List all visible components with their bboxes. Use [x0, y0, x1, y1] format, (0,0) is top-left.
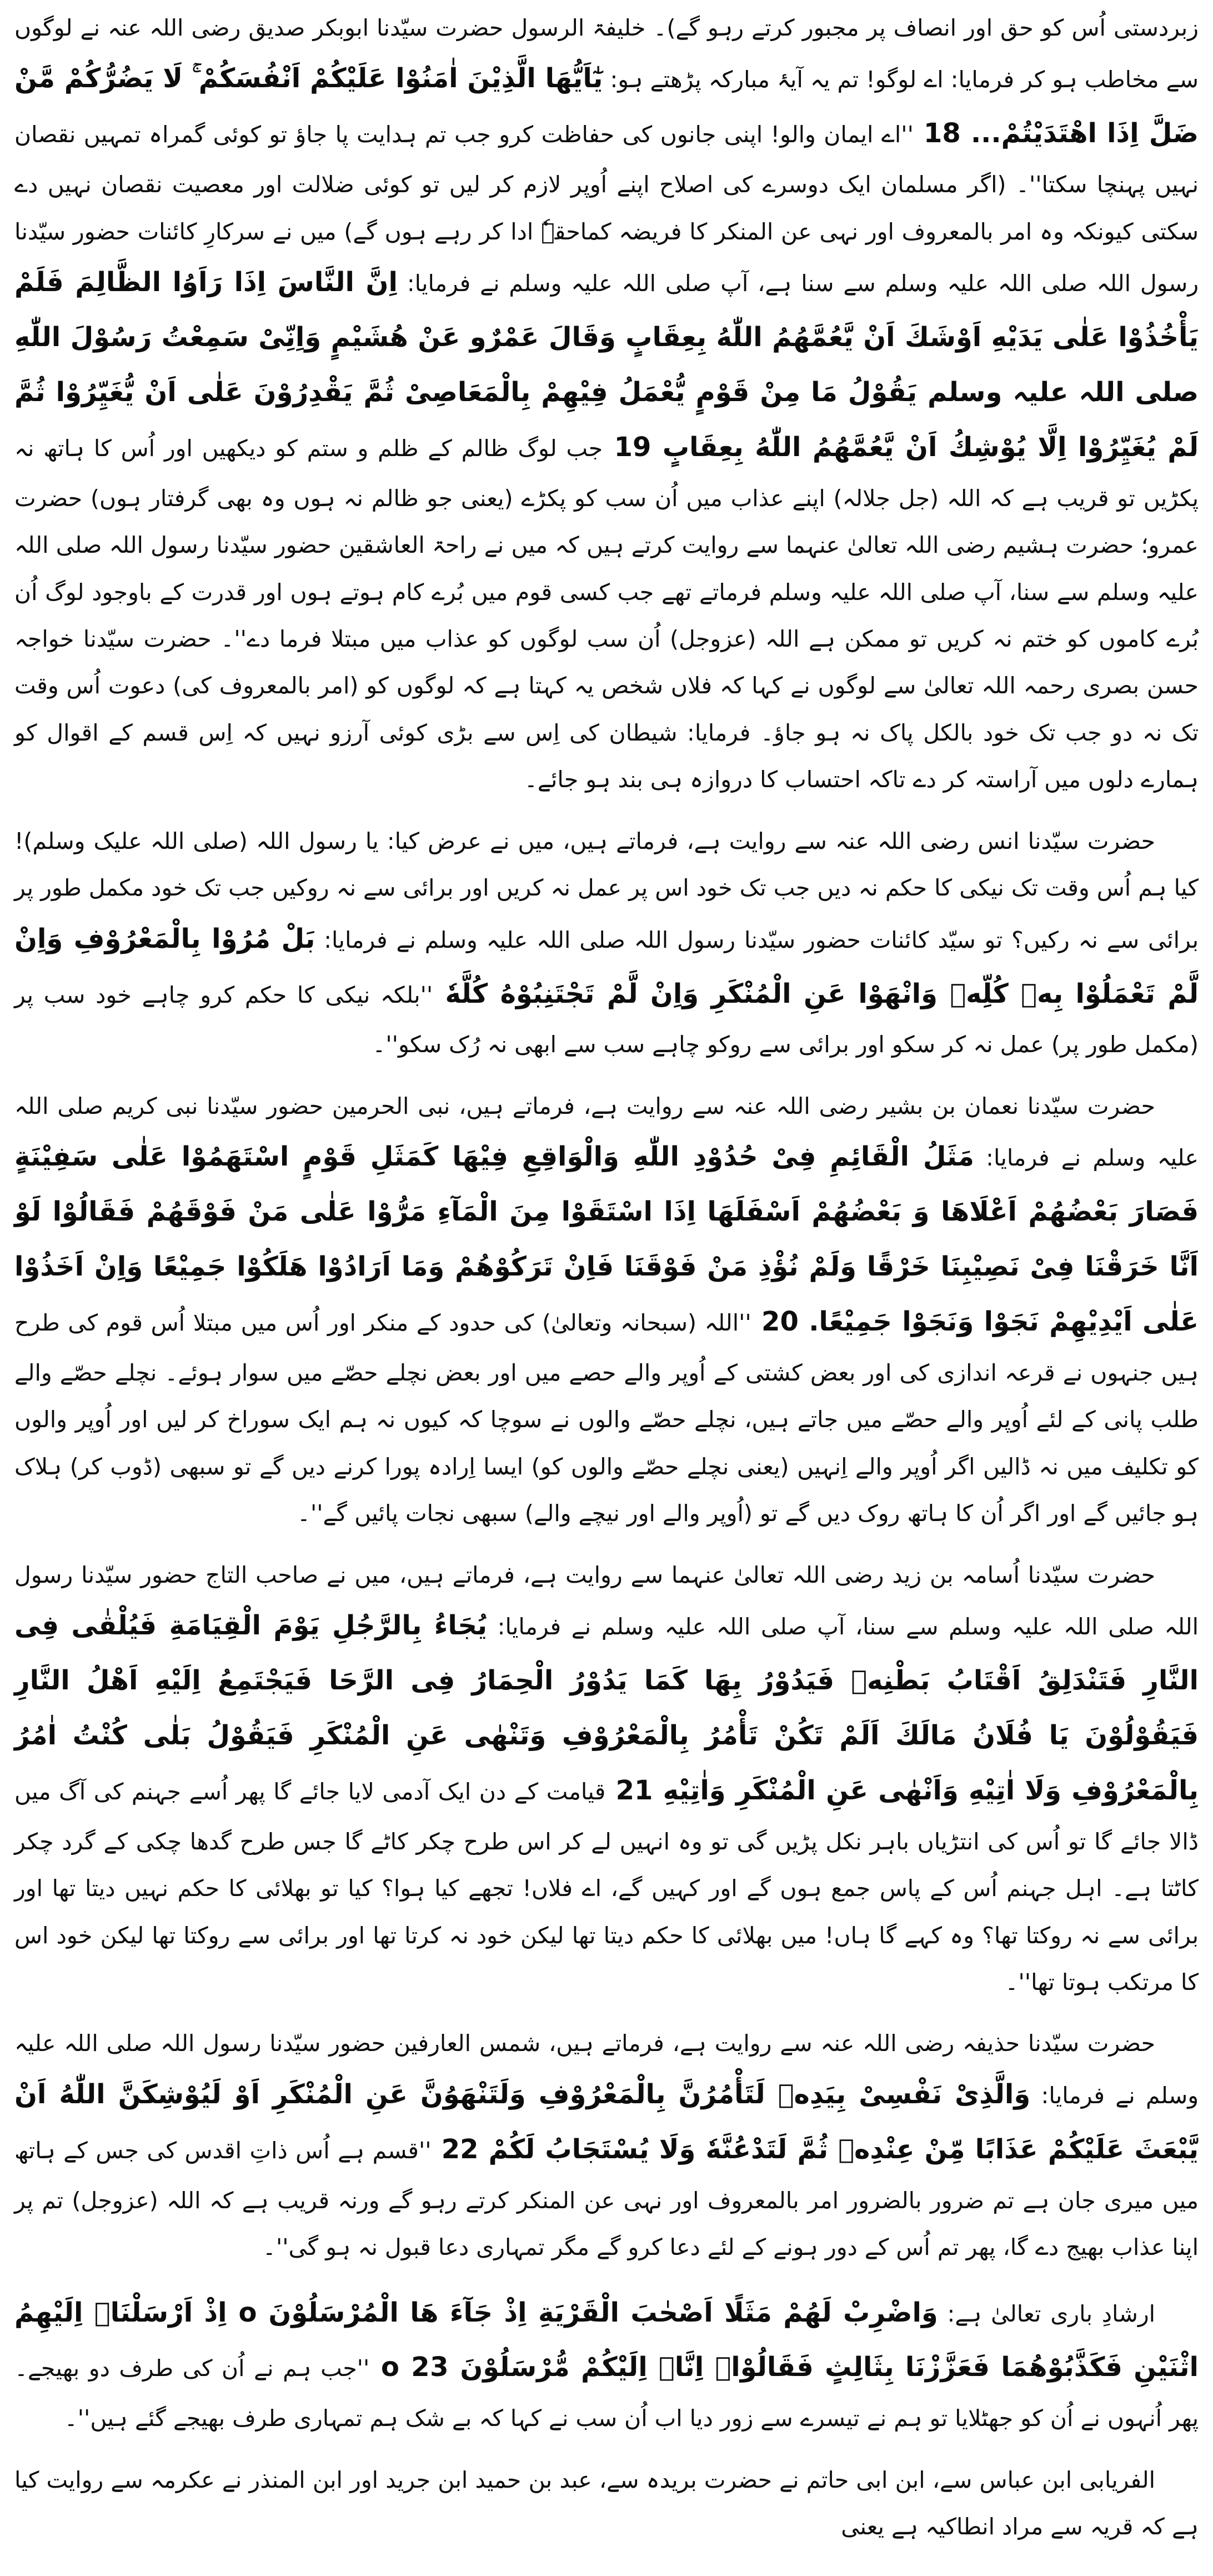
urdu-commentary-text: الفریابی ابن عباس سے، ابن ابی حاتم نے حضرت بریدہ سے، عبد بن حمید ابن جرید اور ابن المنذر نے عکرمہ سے روایت کیا ہے کہ قریہ سے مراد انطاکیہ ہے یعنی — [14, 2466, 1199, 2540]
urdu-commentary-text: حضرت سیّدنا اُسامہ بن زید رضی اللہ تعالیٰ عنہما سے روایت ہے، فرماتے ہیں، میں نے صاحب التاج حضور سیّدنا رسول اللہ صلی اللہ علیہ وسلم سے سنا، آپ صلی اللہ علیہ وسلم نے فرمایا: — [14, 1561, 1199, 1640]
arabic-quote-text: مَثَلُ الْقَائِمِ فِىْ حُدُوْدِ اللّٰهِ وَالْوَاقِعِ فِيْهَا كَمَثَلِ قَوْمٍ اسْتَهَمُوْا عَلٰى سَفِيْنَةٍ فَصَارَ بَعْضُهُمْ اَعْلَاهَا وَ بَعْضُهُمْ اَسْفَلَهَا اِذَا اسْتَقَوْا مِنَ الْمَآءِ مَرُّوْا عَلٰى مَنْ فَوْقَهُمْ فَقَالُوْا لَوْ اَنَّا خَرَقْنَا فِىْ نَصِيْبِنَا خَرْقًا وَلَمْ نُؤْذِ مَنْ فَوْقَنَا فَاِنْ تَرَكُوْهُمْ وَمَا اَرَادُوْا هَلَكُوْا جَمِيْعًا وَاِنْ اَخَذُوْا عَلٰى اَيْدِيْهِمْ نَجَوْا وَنَجَوْا جَمِيْعًا. 20 — [14, 1141, 1199, 1337]
arabic-quote-text: يُجَاءُ بِالرَّجُلِ يَوْمَ الْقِيَامَةِ فَيُلْقٰى فِى النَّارِ فَتَنْدَلِقُ اَقْتَابُ بَطْنِهٖ فَيَدُوْرُ بِهَا كَمَا يَدُوْرُ الْحِمَارُ فِى الرَّحَا فَيَجْتَمِعُ اِلَيْهِ اَهْلُ النَّارِ فَيَقُوْلُوْنَ يَا فُلَانُ مَالَكَ اَلَمْ تَكُنْ تَأْمُرُ بِالْمَعْرُوْفِ وَتَنْهٰى عَنِ الْمُنْكَرِ فَيَقُوْلُ بَلٰى كُنْتُ اٰمُرُ بِالْمَعْرُوْفِ وَلَا اٰتِيْهِ وَاَنْهٰى عَنِ الْمُنْكَرِ وَاٰتِيْهِ 21 — [14, 1610, 1199, 1806]
arabic-quote-text: وَاضْرِبْ لَهُمْ مَثَلًا اَصْحٰبَ الْقَرْيَةِ اِذْ جَآءَ هَا الْمُرْسَلُوْنَ o اِذْ اَرْسَلْنَاۤ اِلَيْهِمُ اثْنَيْنِ فَكَذَّبُوْهُمَا فَعَزَّزْنَا بِثَالِثٍ فَقَالُوْاۤ اِنَّاۤ اِلَيْكُمْ مُّرْسَلُوْنَ o 23 — [14, 2297, 1199, 2383]
paragraph-4 — [14, 1552, 1199, 2006]
paragraph-6 — [14, 2285, 1199, 2442]
urdu-commentary-text: زبردستی اُس کو حق اور انصاف پر مجبور کرتے رہو گے)۔ خلیفۃ الرسول حضرت سیّدنا ابوبکر صدیق رضی اللہ عنہ نے لوگوں سے مخاطب ہو کر فرمایا: اے لوگو! تم یہ آیۂ مبارکہ پڑھتے ہو: — [14, 14, 1199, 93]
paragraph-5 — [14, 2020, 1199, 2270]
paragraph-2 — [14, 818, 1199, 1068]
arabic-quote-text: وَالَّذِىْ نَفْسِىْ بِيَدِهٖ لَتَأْمُرُنَّ بِالْمَعْرُوْفِ وَلَتَنْهَوُنَّ عَنِ الْمُنْكَرِ اَوْ لَيُوْشِكَنَّ اللّٰهُ اَنْ يَّبْعَثَ عَلَيْكُمْ عَذَابًا مِّنْ عِنْدِهٖ ثُمَّ لَتَدْعُنَّهٗ وَلَا يُسْتَجَابُ لَكُمْ 22 — [14, 2078, 1199, 2165]
urdu-commentary-text: جب لوگ ظالم کے ظلم و ستم کو دیکھیں اور اُس کا ہاتھ نہ پکڑیں تو قریب ہے کہ اللہ (جل جلالہ) اپنے عذاب میں اُن سب کو پکڑے (یعنی جو ظالم نہ ہوں وہ بھی گرفتار ہوں) حضرت عمرو؛ حضرت ہشیم رضی اللہ تعالیٰ عنہما سے روایت کرتے ہیں کہ میں نے راحۃ العاشقین حضور سیّدنا رسول اللہ صلی اللہ علیہ وسلم سے سنا، آپ صلی اللہ علیہ وسلم فرماتے تھے جب کسی قوم میں بُرے کام ہوتے ہوں اور قدرت کے باوجود لوگ اُن بُرے کاموں کو ختم نہ کریں تو ممکن ہے اللہ (عزوجل) اُن سب لوگوں کو عذاب میں مبتلا فرما دے''۔ حضرت سیّدنا خواجہ حسن بصری رحمہ اللہ تعالیٰ سے لوگوں نے کہا کہ فلاں شخص یہ کہتا ہے کہ لوگوں کو (امر بالمعروف کی) دعوت اُس وقت تک نہ دو جب تک خود بالکل پاک نہ ہو جاؤ۔ فرمایا: شیطان کی اِس سے بڑی کوئی آرزو نہیں کہ اِس قسم کے اقوال کو ہمارے دلوں میں آراستہ کر دے تاکہ احتساب کا دروازہ ہی بند ہو جائے۔ — [14, 434, 1199, 793]
urdu-commentary-text: ''اے ایمان والو! اپنی جانوں کی حفاظت کرو جب تم ہدایت پا جاؤ تو کوئی گمراہ تمہیں نقصان نہیں پہنچا سکتا''۔ (اگر مسلمان ایک دوسرے کی اصلاح اپنے اُوپر لازم کر لیں تو کوئی ضلالت اور معصیت نقصان نہیں دے سکتی کیونکہ وہ امر بالمعروف اور نہی عن المنکر کا فریضہ کماحقہٗ ادا کر رہے ہوں گے) میں نے سرکارِ کائنات حضور سیّدنا رسول اللہ صلی اللہ علیہ وسلم سے سنا ہے، آپ صلی اللہ علیہ وسلم نے فرمایا: — [14, 121, 1199, 297]
arabic-quote-text: اِنَّ النَّاسَ اِذَا رَاَوُا الظَّالِمَ فَلَمْ يَأْخُذُوْا عَلٰى يَدَيْهِ اَوْشَكَ اَنْ يَّعُمَّهُمُ اللّٰهُ بِعِقَابٍ وَقَالَ عَمْرٌو عَنْ هُشَيْمٍ وَاِنِّىْ سَمِعْتُ رَسُوْلَ اللّٰهِ صلی اللہ علیہ وسلم يَقُوْلُ مَا مِنْ قَوْمٍ يُّعْمَلُ فِيْهِمْ بِالْمَعَاصِىْ ثُمَّ يَقْدِرُوْنَ عَلٰى اَنْ يُّغَيِّرُوْا ثُمَّ لَمْ يُغَيِّرُوْا اِلَّا يُوْشِكُ اَنْ يَّعُمَّهُمُ اللّٰهُ بِعِقَابٍ 19 — [14, 267, 1199, 463]
paragraph-1 — [14, 4, 1199, 803]
arabic-quote-text: يٰٓاَيُّهَا الَّذِيْنَ اٰمَنُوْا عَلَيْكُمْ اَنْفُسَكُمْ ۚ لَا يَضُرُّكُمْ مَّنْ ضَلَّ اِذَا اهْتَدَيْتُمْ... 18 — [14, 63, 1199, 149]
arabic-quote-text: بَلْ مُرُوْا بِالْمَعْرُوْفِ وَاِنْ لَّمْ تَعْمَلُوْا بِهٖ كُلِّهٖ وَانْهَوْا عَنِ الْمُنْكَرِ وَاِنْ لَّمْ تَجْتَنِبُوْهُ كُلَّهٗ — [14, 923, 1199, 1009]
urdu-commentary-text: ''جب ہم نے اُن کی طرف دو بھیجے۔ پھر اُنہوں نے اُن کو جھٹلایا تو ہم نے تیسرے سے زور دیا اب اُن سب نے کہا کہ بے شک ہم تمہاری طرف بھیجے گئے ہیں''۔ — [14, 2355, 1199, 2432]
paragraph-7 — [14, 2457, 1199, 2550]
urdu-commentary-text: ارشادِ باری تعالیٰ ہے: — [938, 2300, 1156, 2327]
document-body — [14, 4, 1199, 2550]
paragraph-3 — [14, 1083, 1199, 1537]
urdu-commentary-text: ''قسم ہے اُس ذاتِ اقدس کی جس کے ہاتھ میں میری جان ہے تم ضرور بالضرور امر بالمعروف اور نہی عن المنکر کرتے رہو گے ورنہ قریب ہے کہ اللہ (عزوجل) تم پر اپنا عذاب بھیج دے گا، پھر تم اُس کے دور ہونے کے لئے دعا کرو گے مگر تمہاری دعا قبول نہ ہو گی''۔ — [14, 2137, 1199, 2261]
urdu-commentary-text: ''اللہ (سبحانہ وتعالیٰ) کی حدود کے منکر اور اُس میں مبتلا اُس قوم کی طرح ہیں جنہوں نے قرعہ اندازی کی اور بعض کشتی کے اُوپر والے حصے میں اور بعض نچلے حصّے میں سوار ہوئے۔ نچلے حصّے والے طلب پانی کے لئے اُوپر والے حصّے میں جاتے ہیں، نچلے حصّے والوں نے سوچا کہ کیوں نہ ہم ایک سوراخ کر لیں اور اُوپر والوں کو تکلیف میں نہ ڈالیں اگر اُوپر والے اِنہیں (یعنی نچلے حصّے والوں کو) ایسا اِرادہ پورا کرنے دیں گے تو سبھی (ڈوب کر) ہلاک ہو جائیں گے اور اگر اُن کا ہاتھ روک دیں گے تو (اُوپر والے اور نیچے والے) سبھی نجات پائیں گے''۔ — [14, 1309, 1199, 1527]
urdu-commentary-text: ''بلکہ نیکی کا حکم کرو چاہے خود سب پر (مکمل طور پر) عمل نہ کر سکو اور برائی سے روکو چاہے سب سے ابھی نہ رُک سکو''۔ — [14, 981, 1199, 1058]
urdu-commentary-text: حضرت سیّدنا حذیفہ رضی اللہ عنہ سے روایت ہے، فرماتے ہیں، شمس العارفین حضور سیّدنا رسول اللہ صلی اللہ علیہ وسلم نے فرمایا: — [14, 2030, 1199, 2109]
urdu-commentary-text: قیامت کے دن ایک آدمی لایا جائے گا پھر اُسے جہنم کی آگ میں ڈالا جائے گا تو اُس کی انتڑیاں باہر نکل پڑیں گی تو وہ انہیں لے کر اس طرح چکر کاٹے گا جس طرح گدھا چکی کے گرد چکر کاٹتا ہے۔ اہل جہنم اُس کے پاس جمع ہوں گے اور کہیں گے، اے فلاں! تجھے کیا ہوا؟ کیا تو بھلائی کا حکم نہیں دیتا تھا اور برائی سے نہ روکتا تھا؟ وہ کہے گا ہاں! میں بھلائی کا حکم دیتا تھا لیکن خود نہ کرتا تھا اور برائی سے روکتا تھا لیکن خود اس کا مرتکب ہوتا تھا''۔ — [14, 1778, 1199, 1995]
urdu-commentary-text: حضرت سیّدنا انس رضی اللہ عنہ سے روایت ہے، فرماتے ہیں، میں نے عرض کیا: یا رسول اللہ (صلی اللہ علیک وسلم)! کیا ہم اُس وقت تک نیکی کا حکم نہ دیں جب تک خود اس پر عمل نہ کریں اور برائی سے نہ روکیں جب تک خود مکمل طور پر برائی سے نہ رکیں؟ تو سیّد کائنات حضور سیّدنا رسول اللہ صلی اللہ علیہ وسلم نے فرمایا: — [14, 827, 1199, 953]
urdu-commentary-text: حضرت سیّدنا نعمان بن بشیر رضی اللہ عنہ سے روایت ہے، فرماتے ہیں، نبی الحرمین حضور سیّدنا نبی کریم صلی اللہ علیہ وسلم نے فرمایا: — [14, 1092, 1199, 1172]
